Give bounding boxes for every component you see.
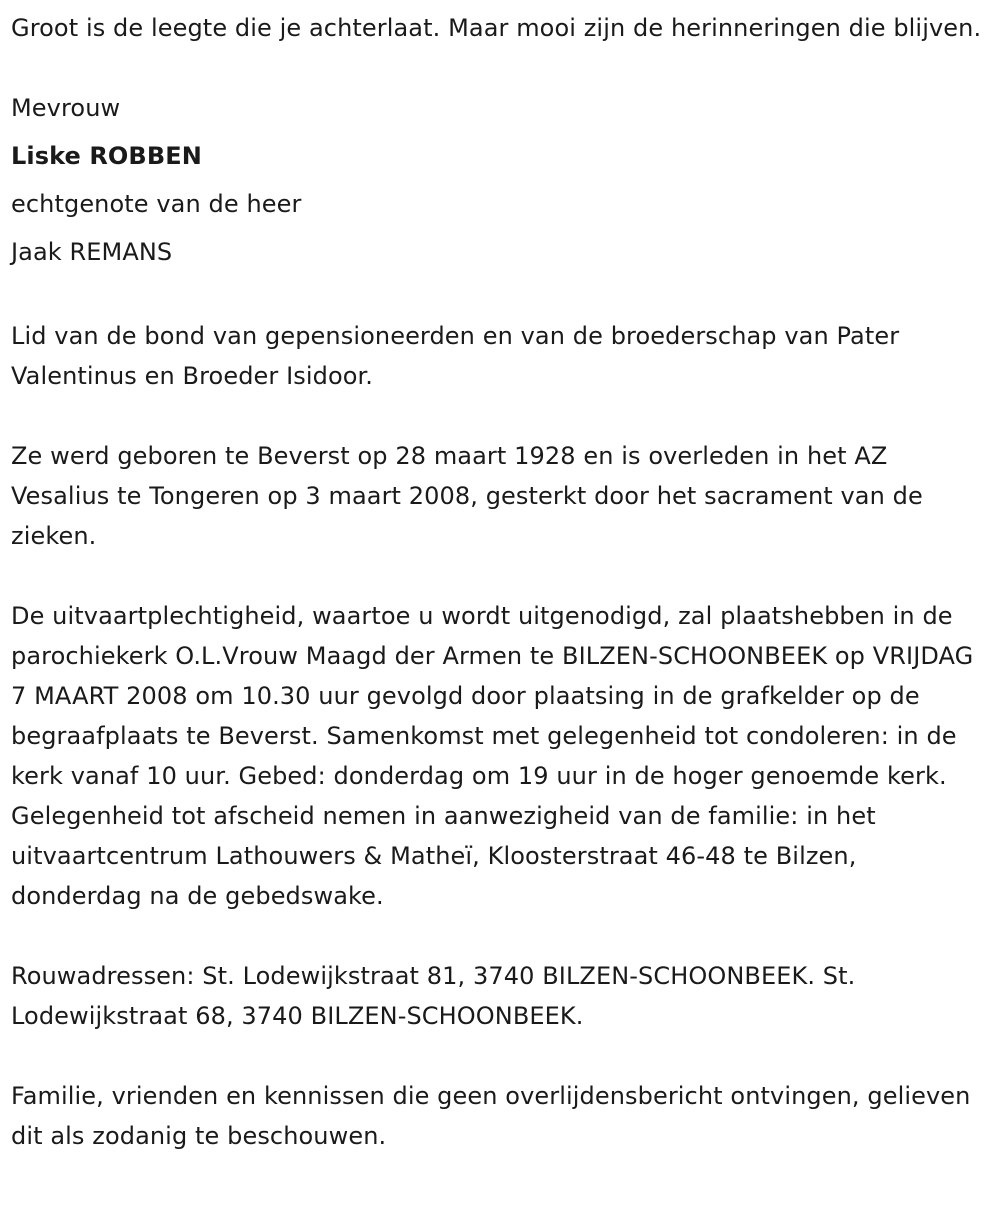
funeral-paragraph: De uitvaartplechtigheid, waartoe u wordt uitgenodigd, zal plaatshebben in de parochiekerk O.L.Vrouw Maagd der Armen te BILZEN-SCHOONBEEK op VRIJDAG 7 MAART 2008 om 10.30 uur gevolgd door plaatsing in de grafkelder op de begraafplaats te Beverst. Samenkomst met gelegenheid tot condoleren: in de kerk vanaf 10 uur. Gebed: donderdag om 19 uur in de hoger genoemde kerk. Gelegenheid tot afscheid nemen in aanwezigheid van de familie: in het uitvaartcentrum Lathouwers & Matheï, Kloosterstraat 46-48 te Bilzen, donderdag na de gebedswake. (11, 602, 974, 910)
deceased-name: Liske ROBBEN (11, 142, 202, 170)
birth-death-paragraph: Ze werd geboren te Beverst op 28 maart 1928 en is overleden in het AZ Vesalius te Tongeren op 3 maart 2008, gesterkt door het sacrament van de zieken. (11, 442, 923, 550)
obituary-document (11, 8, 986, 1196)
closing-paragraph: Familie, vrienden en kennissen die geen overlijdensbericht ontvingen, gelieven dit als zodanig te beschouwen. (11, 1082, 971, 1150)
deceased-block (11, 84, 986, 276)
spouse-name: Jaak REMANS (11, 238, 173, 266)
deceased-title: Mevrouw (11, 94, 121, 122)
deceased-relation: echtgenote van de heer (11, 190, 302, 218)
opening-quote: Groot is de leegte die je achterlaat. Maar mooi zijn de herinneringen die blijven. (11, 14, 982, 42)
membership-paragraph: Lid van de bond van gepensioneerden en van de broederschap van Pater Valentinus en Broeder Isidoor. (11, 322, 900, 390)
addresses-paragraph: Rouwadressen: St. Lodewijkstraat 81, 3740 BILZEN-SCHOONBEEK. St. Lodewijkstraat 68, 3740 BILZEN-SCHOONBEEK. (11, 962, 856, 1030)
